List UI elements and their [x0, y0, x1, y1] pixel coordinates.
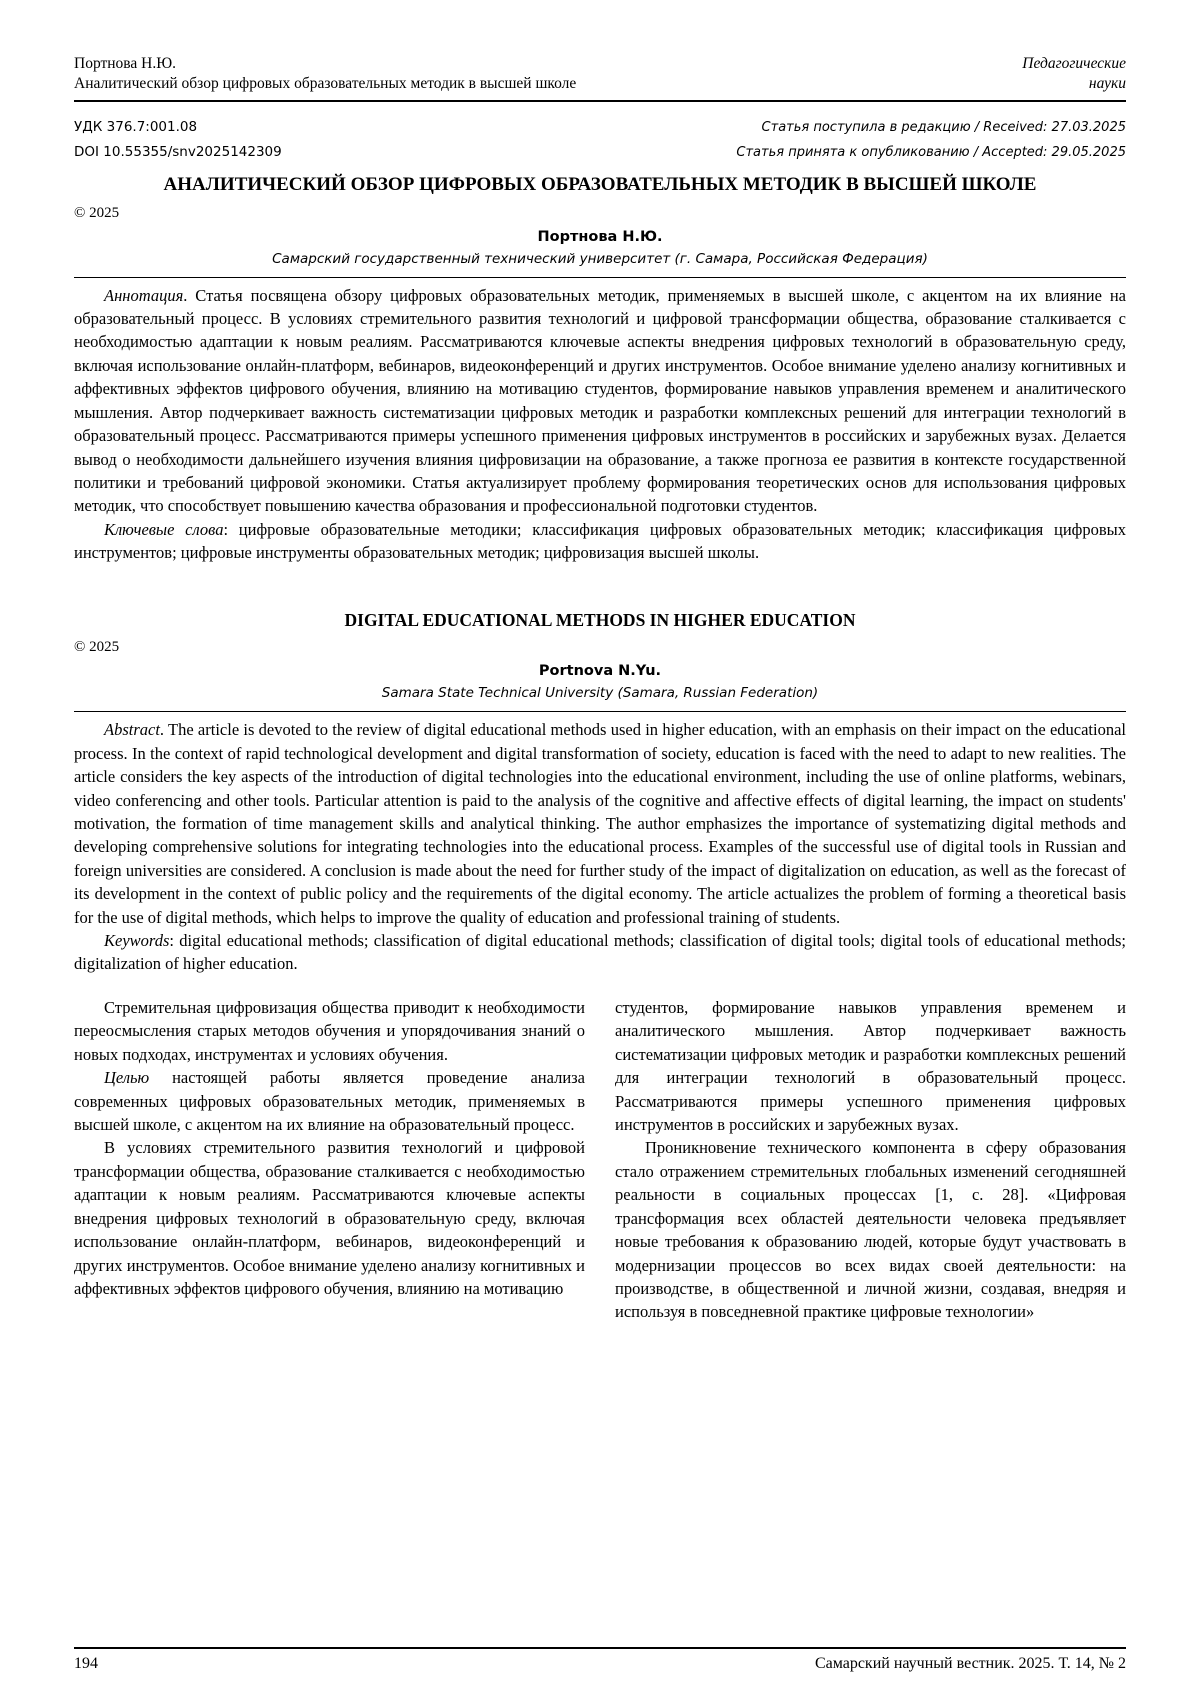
body-columns [74, 996, 1126, 1324]
page-number: 194 [74, 1655, 98, 1672]
author-en: Portnova N.Yu. [538, 663, 662, 680]
footer-rule [74, 1647, 1126, 1649]
abstract-en-text: . The article is devoted to the review of digital educational methods used in higher education, with an emphasis on their impact on the educational process. In the context of rapid technological development and digital transformation of society, education is faced with the need to adapt to new realities. The article considers the key aspects of the introduction of digital technologies into the educational environment, including the use of online platforms, webinars, video conferencing and other tools. Particular attention is paid to the analysis of the cognitive and affective effects of digital learning, the impact on students' motivation, the formation of time management skills and analytical thinking. The author emphasizes the importance of systematizing digital methods and developing comprehensive solutions for integrating technologies into the educational process. Examples of the successful use of digital tools in Russian and foreign universities are considered. A conclusion is made about the need for further study of the impact of digitalization on education, as well as the forecast of its development in the context of public policy and the requirements of the digital economy. The article actualizes the problem of forming a theoretical basis for the use of digital methods, which helps to improve the quality of education and professional training of students. [74, 720, 1126, 927]
article-meta [74, 119, 1126, 160]
journal-reference: Самарский научный вестник. 2025. Т. 14, № 2 [814, 1655, 1126, 1672]
abstract-ru-text: . Статья посвящена обзору цифровых образовательных методик, применяемых в высшей школе, с акцентом на их влияние на образовательный процесс. В условиях стремительного развития технологий и цифровой трансформации общества, образование сталкивается с необходимостью адаптации к новым реалиям. Рассматриваются ключевые аспекты внедрения цифровых технологий в образовательную среду, включая использование онлайн-платформ, вебинаров, видеоконференций и других инструментов. Особое внимание уделено анализу когнитивных и аффективных эффектов цифрового обучения, влиянию на мотивацию студентов, формирование навыков управления временем и аналитического мышления. Автор подчеркивает важность систематизации цифровых методик и разработки комплексных решений для интеграции технологий в образовательный процесс. Рассматриваются примеры успешного применения цифровых инструментов в российских и зарубежных вузах. Делается вывод о необходимости дальнейшего изучения влияния цифровизации на образование, а также прогноза ее развития в контексте государственной политики и требований цифровой экономики. Статья актуализирует проблему формирования теоретических основ для использования цифровых методик, что способствует повышению качества образования и профессиональной подготовки студентов. [74, 285, 1126, 516]
divider-en [74, 711, 1126, 712]
column-right [615, 996, 1126, 1324]
article-title-ru: АНАЛИТИЧЕСКИЙ ОБЗОР ЦИФРОВЫХ ОБРАЗОВАТЕЛЬНЫХ МЕТОДИК В ВЫСШЕЙ ШКОЛЕ [163, 173, 1037, 195]
abstract-ru-label: Аннотация [104, 285, 184, 305]
footer-row [74, 1655, 1126, 1673]
abstract-en [74, 718, 1126, 929]
running-head [74, 54, 1126, 102]
keywords-en-text: : digital educational methods; classification of digital educational methods; classification of digital tools; digital tools of educational methods; digitalization of higher education. [74, 931, 1126, 974]
doi-code: DOI 10.55355/snv2025142309 [74, 143, 282, 160]
goal-lead: Целью [104, 1068, 150, 1088]
affiliation-en: Samara State Technical University (Samara, Russian Federation) [381, 685, 819, 702]
running-head-author: Портнова Н.Ю. [74, 55, 177, 72]
body-paragraph-context: В условиях стремительного развития технологий и цифровой трансформации общества, образование сталкивается с необходимостью адаптации к новым реалиям. Рассматриваются ключевые аспекты внедрения цифровых технологий в образовательную среду, включая использование онлайн-платформ, вебинаров, видеоконференций и других инструментов. Особое внимание уделено анализу когнитивных и аффективных эффектов цифрового обучения, влиянию на мотивацию [74, 1138, 585, 1298]
page-footer [74, 1647, 1126, 1673]
keywords-en-label: Keywords [104, 931, 170, 951]
meta-row-doi [74, 144, 1126, 160]
article-title-en: DIGITAL EDUCATIONAL METHODS IN HIGHER EDUCATION [344, 609, 856, 630]
copyright-en: © 2025 [74, 639, 120, 656]
copyright-ru: © 2025 [74, 204, 120, 221]
accepted-date: Статья принята к опубликованию / Accepted: 29.05.2025 [736, 144, 1126, 160]
keywords-ru-label: Ключевые слова [104, 519, 224, 539]
running-head-left [74, 54, 576, 95]
running-head-article-title: Аналитический обзор цифровых образовательных методик в высшей школе [74, 75, 577, 93]
received-date: Статья поступила в редакцию / Received: 27.03.2025 [761, 119, 1126, 135]
column-left [74, 996, 585, 1324]
body-paragraph-continuation: студентов, формирование навыков управления временем и аналитического мышления. Автор подчеркивает важность систематизации цифровых методик и разработки комплексных решений для интеграции технологий в образовательный процесс. Рассматриваются примеры успешного применения цифровых инструментов в российских и зарубежных вузах. [615, 997, 1126, 1134]
body-paragraph-goal [74, 1066, 585, 1136]
udc-code: УДК 376.7:001.08 [74, 118, 198, 135]
body-paragraph-intro: Стремительная цифровизация общества приводит к необходимости переосмысления старых методов обучения и упорядочивания знаний о новых подходах, инструментах и условиях обучения. [74, 997, 585, 1064]
author-ru: Портнова Н.Ю. [537, 228, 663, 245]
running-head-section [1022, 54, 1126, 95]
body-paragraph-penetration: Проникновение технического компонента в сферу образования стало отражением стремительных глобальных изменений сегодняшней реальности в социальных процессах [1, с. 28]. «Цифровая трансформация всех областей деятельности человека предъявляет новые требования к образованию людей, которые будут участвовать в модернизации процессов во всех видах своей деятельности: на производстве, в общественной и личной жизни, создавая, внедряя и используя в повседневной практике цифровые технологии» [615, 1138, 1126, 1322]
section-name-line1: Педагогические [1022, 55, 1126, 72]
divider-ru [74, 277, 1126, 278]
abstract-ru [74, 284, 1126, 518]
keywords-ru [74, 518, 1126, 565]
affiliation-ru: Самарский государственный технический университет (г. Самара, Российская Федерация) [272, 250, 928, 267]
section-name-line2: науки [1088, 75, 1126, 93]
keywords-ru-text: : цифровые образовательные методики; классификация цифровых образовательных методик; классификация цифровых инструментов; цифровые инструменты образовательных методик; цифровизация высшей школы. [74, 519, 1126, 563]
goal-text: настоящей работы является проведение анализа современных цифровых образовательных методик, применяемых в высшей школе, с акцентом на их влияние на образовательный процесс. [74, 1068, 585, 1134]
abstract-en-label: Abstract [104, 720, 160, 740]
keywords-en [74, 929, 1126, 976]
meta-row-udc [74, 119, 1126, 135]
